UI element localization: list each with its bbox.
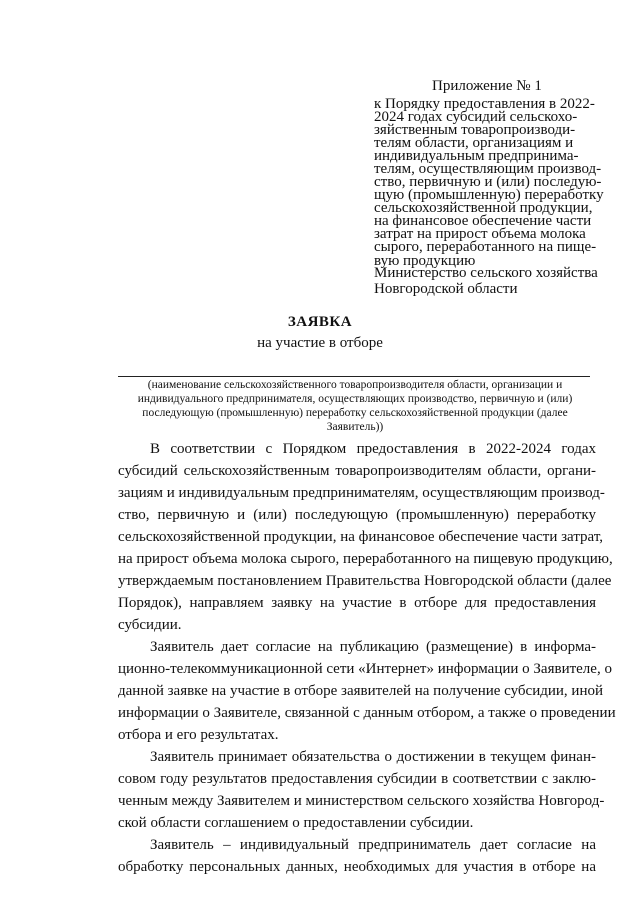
text-line: Заявитель дает согласие на публикацию (размещение) в информа- <box>150 639 596 655</box>
appendix-reference <box>374 96 604 269</box>
appendix-reference-line: телям области, организациям и <box>374 135 574 151</box>
text-line: Порядок), направляем заявку на участие в отборе для предоставления <box>118 595 596 611</box>
text-line: зациям и индивидуальным предпринимателям, осуществляющим производ- <box>118 485 605 501</box>
appendix-reference-line: к Порядку предоставления в 2022- <box>374 96 595 112</box>
text-line: В соответствии с Порядком предоставления в 2022-2024 годах <box>150 441 596 457</box>
appendix-reference-line: затрат на прирост объема молока <box>374 226 586 242</box>
text-line: ской области соглашением о предоставлении субсидии. <box>118 815 474 831</box>
appendix-reference-line: сырого, переработанного на пище- <box>374 239 597 255</box>
applicant-name-caption <box>110 378 600 434</box>
text-line: совом году результатов предоставления субсидии в соответствии с заклю- <box>118 771 596 787</box>
text-line: субсидий сельскохозяйственным товаропроизводителям области, органи- <box>118 463 596 479</box>
text-line: ченным между Заявителем и министерством сельского хозяйства Новгород- <box>118 793 605 809</box>
appendix-reference-line: щую (промышленную) переработку <box>374 187 604 203</box>
text-line: Заявитель – индивидуальный предприниматель дает согласие на <box>150 837 596 853</box>
text-line: ство, первичную и (или) последующую (промышленную) переработку <box>118 507 596 523</box>
caption-line: индивидуального предпринимателя, осуществляющих производство, первичную и (или) <box>137 393 573 405</box>
caption-line: последующую (промышленную) переработку сельскохозяйственной продукции (далее <box>142 407 568 419</box>
text-line: утверждаемым постановлением Правительства Новгородской области (далее <box>118 573 612 589</box>
ministry-line: Новгородской области <box>374 281 518 297</box>
appendix-title: Приложение № 1 <box>432 78 542 94</box>
recipient-ministry <box>374 265 598 297</box>
caption-line: (наименование сельскохозяйственного товаропроизводителя области, организации и <box>147 379 563 391</box>
ministry-line: Министерство сельского хозяйства <box>374 265 598 281</box>
text-line: данной заявке на участие в отборе заявителей на получение субсидии, иной <box>118 683 604 699</box>
caption-line: Заявитель)) <box>326 421 384 433</box>
paragraph-personal-data-consent <box>118 834 596 878</box>
appendix-reference-line: 2024 годах субсидий сельскохо- <box>374 109 578 125</box>
text-line: информации о Заявителе, связанной с данным отбором, а также о проведении <box>118 705 616 721</box>
appendix-reference-line: ство, первичную и (или) последую- <box>374 174 602 190</box>
document-subtitle: на участие в отборе <box>257 335 383 351</box>
document-title: ЗАЯВКА <box>287 314 353 330</box>
text-line: Заявитель принимает обязательства о достижении в текущем финан- <box>150 749 596 765</box>
appendix-reference-line: на финансовое обеспечение части <box>374 213 592 229</box>
appendix-reference-line: сельскохозяйственной продукции, <box>374 200 593 216</box>
paragraph-publication-consent <box>118 636 616 746</box>
text-line: обработку персональных данных, необходимых для участия в отборе на <box>118 859 596 875</box>
appendix-reference-line: индивидуальным предпринима- <box>374 148 579 164</box>
text-line: сельскохозяйственной продукции, на финансовое обеспечение части затрат, <box>118 529 604 545</box>
text-line: на прирост объема молока сырого, переработанного на пищевую продукцию, <box>118 551 613 567</box>
text-line: отбора и его результатах. <box>118 727 279 743</box>
text-line: субсидии. <box>118 617 182 633</box>
text-line: ционно-телекоммуникационной сети «Интернет» информации о Заявителе, о <box>118 661 612 677</box>
appendix-reference-line: телям, осуществляющим производ- <box>374 161 602 177</box>
appendix-reference-line: зяйственным товаропроизводи- <box>374 122 576 138</box>
paragraph-order-reference <box>118 438 613 636</box>
paragraph-obligations <box>118 746 605 834</box>
document-body <box>118 438 616 878</box>
applicant-name-line <box>118 376 590 377</box>
appendix-reference-line: вую продукцию <box>374 253 476 269</box>
